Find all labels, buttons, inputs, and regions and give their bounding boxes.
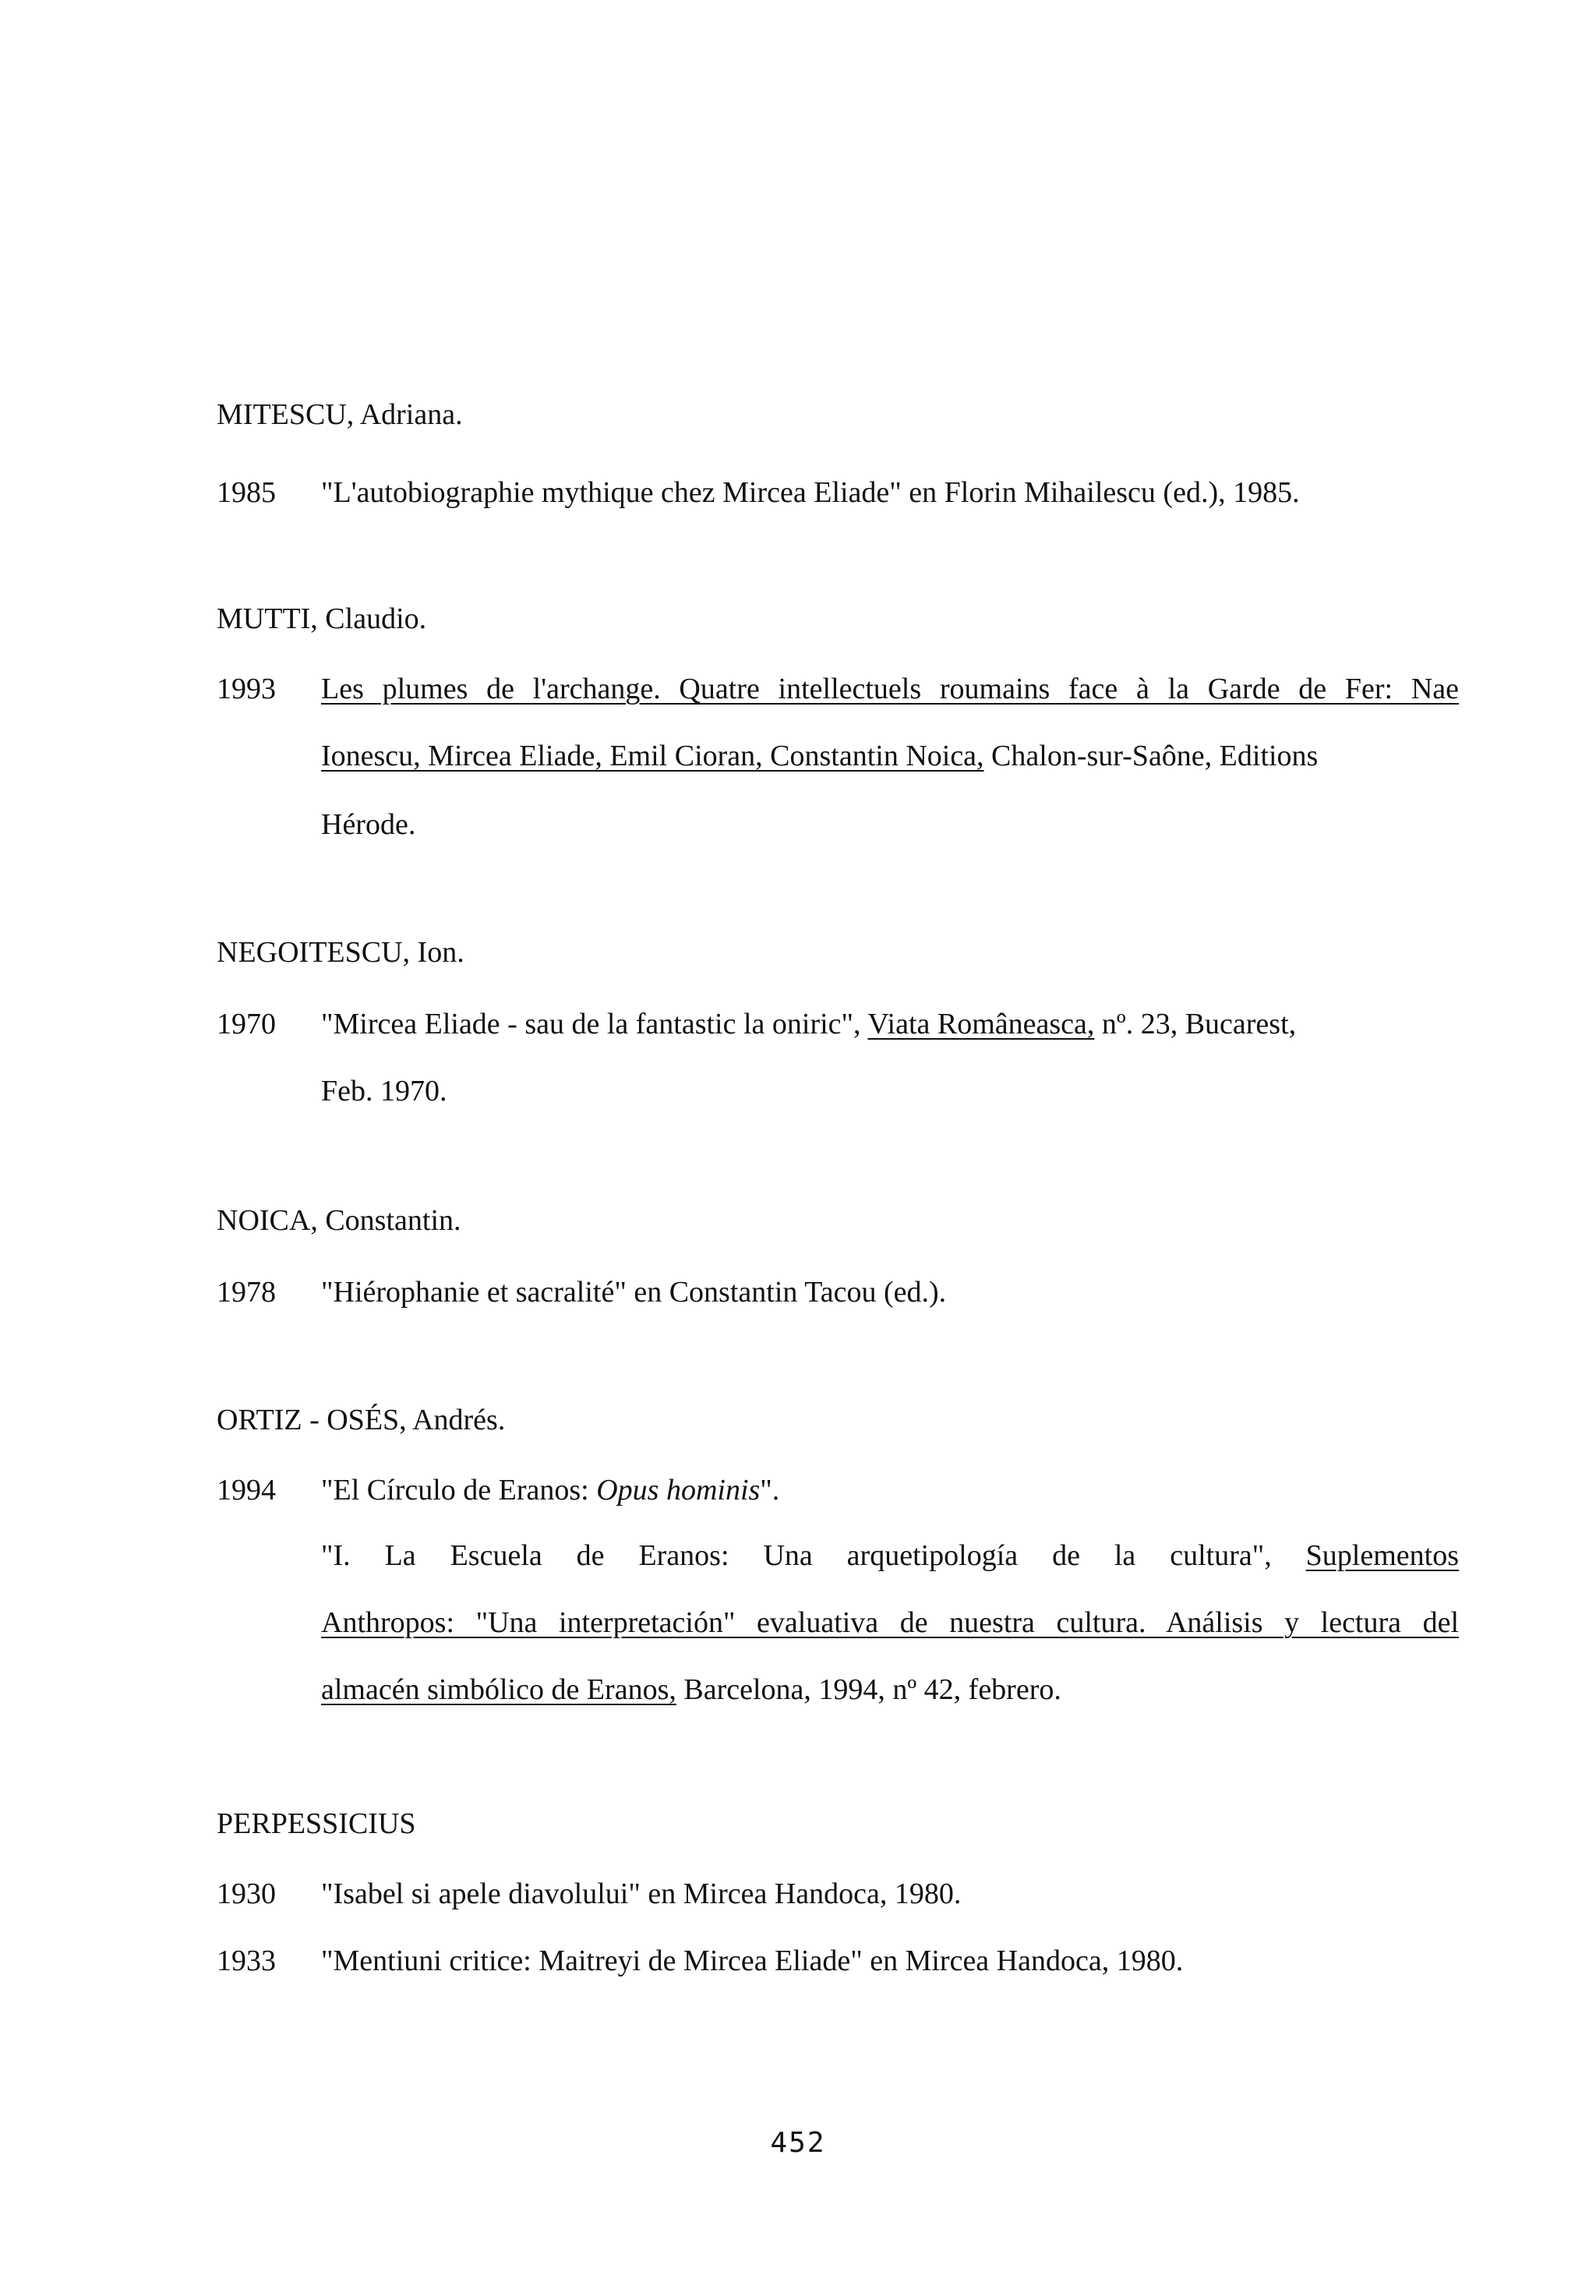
author-mutti: MUTTI, Claudio. (217, 602, 427, 635)
citation-ortiz-line-2 (321, 1538, 1459, 1573)
citation-mutti-line-2 (321, 739, 1459, 773)
mutti-title-part-1: Les plumes de l'archange. Quatre intellectuels roumains face à la Garde de Fer: Nae (321, 673, 1459, 705)
year-perpessicius-1933: 1933 (217, 1945, 276, 1977)
ortiz-title-start: "El Círculo de Eranos: (321, 1474, 597, 1507)
author-mitescu: MITESCU, Adriana. (217, 398, 463, 431)
ortiz-journal-part-2: Anthropos: "Una interpretación" evaluativa de nuestra cultura. Análisis y lectura del (321, 1606, 1459, 1639)
citation-ortiz-line-4 (321, 1673, 1459, 1707)
citation-mitescu-1985: "L'autobiographie mythique chez Mircea Eliade" en Florin Mihailescu (ed.), 1985. (321, 476, 1300, 509)
citation-perpessicius-1930: "Isabel si apele diavolului" en Mircea Handoca, 1980. (321, 1877, 962, 1910)
citation-negoitescu-line-1 (321, 1007, 1459, 1041)
author-noica: NOICA, Constantin. (217, 1204, 461, 1237)
citation-mutti-line-1 (321, 672, 1459, 706)
negoitescu-issue: nº. 23, Bucarest, (1094, 1008, 1297, 1040)
ortiz-publication-details: Barcelona, 1994, nº 42, febrero. (676, 1673, 1061, 1706)
citation-mutti-line-3: Hérode. (321, 808, 416, 841)
citation-negoitescu-line-2: Feb. 1970. (321, 1075, 447, 1107)
mutti-title-part-2: Ionescu, Mircea Eliade, Emil Cioran, Constantin Noica, (321, 740, 984, 772)
negoitescu-journal: Viata Româneasca, (867, 1008, 1095, 1040)
citation-ortiz-line-1 (321, 1473, 1459, 1507)
year-ortiz-1994: 1994 (217, 1474, 276, 1507)
year-negoitescu-1970: 1970 (217, 1008, 276, 1040)
year-noica-1978: 1978 (217, 1276, 276, 1309)
author-ortiz-oses: ORTIZ - OSÉS, Andrés. (217, 1404, 506, 1436)
citation-ortiz-line-3 (321, 1605, 1459, 1640)
ortiz-journal-part-3: almacén simbólico de Eranos, (321, 1673, 676, 1706)
ortiz-chapter-title: "I. La Escuela de Eranos: Una arquetipología de la cultura", (321, 1539, 1306, 1572)
citation-perpessicius-1933: "Mentiuni critice: Maitreyi de Mircea Eliade" en Mircea Handoca, 1980. (321, 1945, 1184, 1977)
negoitescu-article-title: "Mircea Eliade - sau de la fantastic la oniric", (321, 1008, 868, 1040)
ortiz-title-end: ". (760, 1474, 780, 1507)
mutti-publisher: Chalon-sur-Saône, Editions (983, 740, 1319, 772)
year-mitescu-1985: 1985 (217, 476, 276, 509)
citation-noica-1978: "Hiérophanie et sacralité" en Constantin Tacou (ed.). (321, 1276, 947, 1309)
year-mutti-1993: 1993 (217, 673, 276, 705)
year-perpessicius-1930: 1930 (217, 1877, 276, 1910)
ortiz-journal-part-1: Suplementos (1305, 1539, 1459, 1572)
ortiz-title-italic: Opus hominis (596, 1474, 761, 1507)
author-perpessicius: PERPESSICIUS (217, 1807, 416, 1840)
page-number: 452 (770, 2127, 826, 2159)
author-negoitescu: NEGOITESCU, Ion. (217, 936, 464, 969)
